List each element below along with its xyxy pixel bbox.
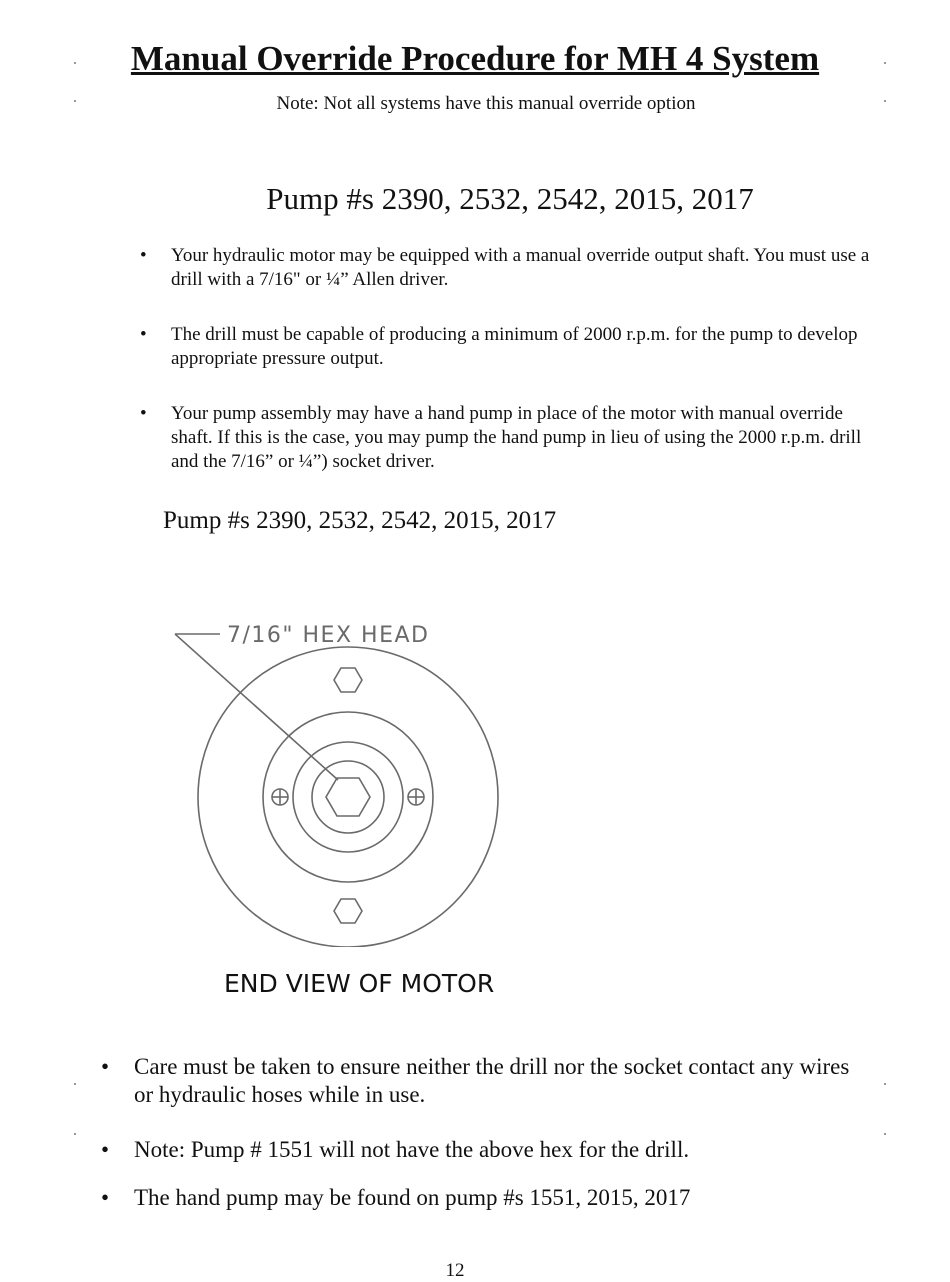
hex-head-callout-label: 7/16" HEX HEAD: [227, 623, 430, 648]
callout-leader-line: [175, 634, 338, 780]
scan-mark: [74, 100, 76, 102]
figure-caption: END VIEW OF MOTOR: [224, 969, 495, 998]
list-item: [140, 323, 871, 371]
page-number: 12: [445, 1260, 465, 1281]
scan-mark: [884, 1133, 886, 1135]
bullet-icon: •: [140, 403, 147, 424]
instruction-text: The drill must be capable of producing a minimum of 2000 r.p.m. for the pump to develop appropriate pressure output.: [171, 324, 858, 369]
instruction-text: Your pump assembly may have a hand pump in place of the motor with manual override shaft. If this is the case, you may pump the hand pump in lieu of using the 2000 r.p.m. drill and the 7/16” or ¼”) socket driver.: [171, 403, 862, 472]
caution-text: Note: Pump # 1551 will not have the above hex for the drill.: [134, 1137, 690, 1162]
hex-bolt-top: [334, 668, 362, 692]
list-item: [140, 402, 871, 474]
availability-note: Note: Not all systems have this manual override option: [276, 93, 696, 114]
instruction-text: Your hydraulic motor may be equipped with a manual override output shaft. You must use a drill with a 7/16" or ¼” Allen driver.: [171, 245, 870, 290]
list-item: [101, 1184, 864, 1212]
scan-mark: [74, 1083, 76, 1085]
caution-text: The hand pump may be found on pump #s 1551, 2015, 2017: [134, 1185, 691, 1210]
bullet-icon: •: [101, 1054, 110, 1079]
scan-mark: [884, 1083, 886, 1085]
bullet-icon: •: [140, 245, 147, 266]
mounting-flange-ring: [293, 742, 403, 852]
figure-pump-models-heading: Pump #s 2390, 2532, 2542, 2015, 2017: [163, 507, 557, 534]
bullet-icon: •: [140, 324, 147, 345]
shaft-ring: [312, 761, 384, 833]
caution-text: Care must be taken to ensure neither the drill nor the socket contact any wires or hydraulic hoses while in use.: [134, 1054, 850, 1107]
scan-mark: [74, 62, 76, 64]
pump-models-heading: Pump #s 2390, 2532, 2542, 2015, 2017: [266, 181, 754, 216]
bullet-icon: •: [101, 1185, 110, 1210]
scan-mark: [884, 62, 886, 64]
scan-mark: [74, 1133, 76, 1135]
page-title: Manual Override Procedure for MH 4 System: [130, 39, 820, 78]
list-item: [140, 244, 871, 292]
hex-bolt-bottom: [334, 899, 362, 923]
bullet-icon: •: [101, 1137, 110, 1162]
scan-mark: [884, 100, 886, 102]
list-item: [101, 1053, 864, 1109]
motor-end-view-diagram: [170, 612, 510, 947]
list-item: [101, 1136, 864, 1164]
hex-head-shape: [326, 778, 370, 816]
